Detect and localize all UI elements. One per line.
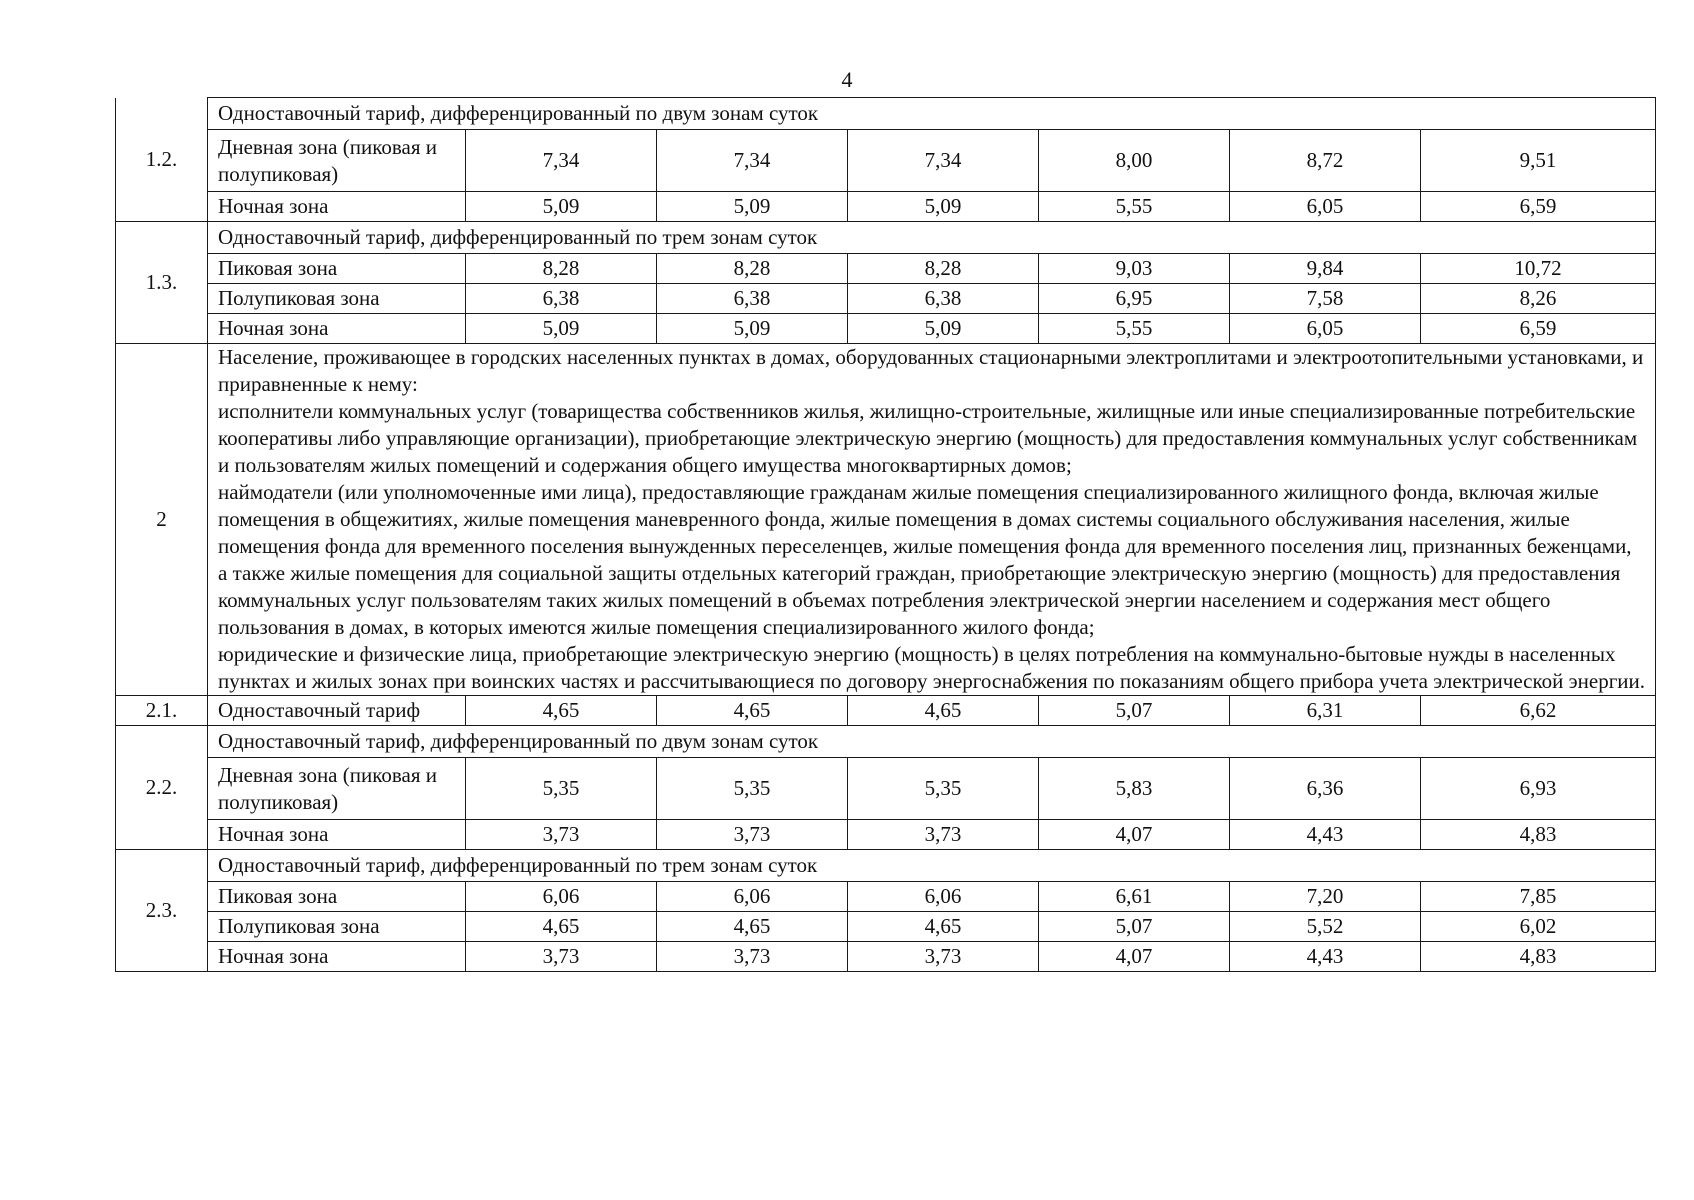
zone-label: Ночная зона [208,820,466,850]
table-row [116,726,1656,758]
tariff-value: 6,38 [657,284,848,314]
tariff-value: 7,20 [1230,882,1421,912]
zone-label: Пиковая зона [208,254,466,284]
tariff-value: 5,09 [848,314,1039,344]
table-row [116,130,1656,192]
tariff-value: 5,35 [657,758,848,820]
zone-label: Ночная зона [208,314,466,344]
row-number: 1.2. [116,98,208,222]
tariff-value: 6,38 [466,284,657,314]
tariff-value: 6,05 [1230,192,1421,222]
tariff-value: 3,73 [848,820,1039,850]
tariff-value: 5,52 [1230,912,1421,942]
page-number: 4 [841,67,853,92]
tariff-section-title: Одноставочный тариф, дифференцированный по трем зонам суток [208,222,1656,254]
tariff-value: 6,06 [848,882,1039,912]
zone-label: Одноставочный тариф [208,696,466,726]
tariff-value: 10,72 [1421,254,1656,284]
zone-label: Ночная зона [208,192,466,222]
tariff-value: 3,73 [657,942,848,972]
tariff-value: 7,34 [657,130,848,192]
tariff-value: 3,73 [848,942,1039,972]
tariff-value: 4,07 [1039,820,1230,850]
tariff-value: 5,35 [466,758,657,820]
table-row [116,192,1656,222]
tariff-section-title: Одноставочный тариф, дифференцированный по двум зонам суток [208,98,1656,130]
tariff-value: 6,62 [1421,696,1656,726]
tariff-value: 6,59 [1421,314,1656,344]
description-paragraph: Население, проживающее в городских населенных пунктах в домах, оборудованных стационарными электроплитами и электроотопительными установками, и приравненные к нему: [218,345,1644,396]
zone-label: Полупиковая зона [208,912,466,942]
tariff-value: 4,43 [1230,942,1421,972]
tariff-value: 9,84 [1230,254,1421,284]
zone-label: Полупиковая зона [208,284,466,314]
tariff-value: 6,02 [1421,912,1656,942]
tariff-value: 3,73 [466,942,657,972]
tariff-value: 7,85 [1421,882,1656,912]
row-number: 2 [116,344,208,696]
table-row [116,222,1656,254]
tariff-value: 6,38 [848,284,1039,314]
tariff-value: 4,65 [466,696,657,726]
tariff-value: 4,83 [1421,820,1656,850]
tariff-value: 8,26 [1421,284,1656,314]
table-row [116,758,1656,820]
tariff-value: 6,06 [657,882,848,912]
tariff-value: 3,73 [466,820,657,850]
tariff-value: 7,34 [848,130,1039,192]
tariff-value: 5,83 [1039,758,1230,820]
tariff-value: 8,28 [848,254,1039,284]
tariff-value: 4,65 [848,912,1039,942]
table-row [116,696,1656,726]
tariff-value: 4,07 [1039,942,1230,972]
tariff-value: 6,61 [1039,882,1230,912]
tariff-value: 6,93 [1421,758,1656,820]
tariff-table-body [116,98,1656,972]
tariff-value: 6,06 [466,882,657,912]
tariff-section-title: Одноставочный тариф, дифференцированный по трем зонам суток [208,850,1656,882]
tariff-value: 6,36 [1230,758,1421,820]
zone-label: Дневная зона (пиковая и полупиковая) [208,130,466,192]
zone-label: Пиковая зона [208,882,466,912]
row-number: 2.1. [116,696,208,726]
tariff-value: 9,03 [1039,254,1230,284]
table-row [116,284,1656,314]
row-number: 2.3. [116,850,208,972]
table-row [116,882,1656,912]
row-number: 1.3. [116,222,208,344]
tariff-value: 5,55 [1039,192,1230,222]
tariff-value: 6,59 [1421,192,1656,222]
tariff-value: 8,28 [657,254,848,284]
tariff-value: 5,09 [657,314,848,344]
tariff-value: 8,72 [1230,130,1421,192]
tariff-value: 4,65 [466,912,657,942]
table-row [116,850,1656,882]
tariff-value: 7,34 [466,130,657,192]
tariff-value: 8,28 [466,254,657,284]
description-paragraph: исполнители коммунальных услуг (товарищества собственников жилья, жилищно-строительные, жилищные или иные специализированные потребительские кооперативы либо управляющие организации), приобретающие электрическую энергию (мощность) для предоставления коммунальных услуг собственникам и пользователям жилых помещений и содержания общего имущества многоквартирных домов; [218,399,1638,477]
tariff-value: 4,83 [1421,942,1656,972]
tariff-value: 4,65 [848,696,1039,726]
zone-label: Дневная зона (пиковая и полупиковая) [208,758,466,820]
category-description [208,344,1656,696]
row-number: 2.2. [116,726,208,850]
tariff-value: 6,31 [1230,696,1421,726]
table-row [116,942,1656,972]
tariff-value: 6,95 [1039,284,1230,314]
table-row [116,254,1656,284]
description-paragraph: наймодатели (или уполномоченные ими лица), предоставляющие гражданам жилые помещения специализированного жилищного фонда, включая жилые помещения в общежитиях, жилые помещения маневренного фонда, жилые помещения в домах системы социального обслуживания населения, жилые помещения фонда для временного поселения вынужденных переселенцев, жилые помещения фонда для временного поселения лиц, признанных беженцами, а также жилые помещения для социальной защиты отдельных категорий граждан, приобретающие электрическую энергию (мощность) для предоставления коммунальных услуг пользователям таких жилых помещений в объемах потребления электрической энергии населением и содержания мест общего пользования в домах, в которых имеются жилые помещения специализированного жилого фонда; [218,480,1632,639]
table-row [116,912,1656,942]
tariff-value: 8,00 [1039,130,1230,192]
tariff-value: 5,07 [1039,912,1230,942]
tariff-value: 5,07 [1039,696,1230,726]
tariff-value: 5,09 [848,192,1039,222]
tariff-value: 6,05 [1230,314,1421,344]
tariff-value: 5,09 [466,192,657,222]
tariff-value: 5,35 [848,758,1039,820]
table-row [116,344,1656,696]
tariff-value: 5,09 [466,314,657,344]
tariff-value: 3,73 [657,820,848,850]
tariff-value: 4,65 [657,912,848,942]
tariff-value: 9,51 [1421,130,1656,192]
tariff-table [115,97,1656,972]
tariff-value: 5,55 [1039,314,1230,344]
tariff-value: 7,58 [1230,284,1421,314]
zone-label: Ночная зона [208,942,466,972]
tariff-value: 4,65 [657,696,848,726]
tariff-value: 5,09 [657,192,848,222]
description-paragraph: юридические и физические лица, приобретающие электрическую энергию (мощность) в целях потребления на коммунально-бытовые нужды в населенных пунктах и жилых зонах при воинских частях и рассчитывающиеся по договору энергоснабжения по показаниям общего прибора учета электрической энергии. [218,642,1646,693]
tariff-value: 4,43 [1230,820,1421,850]
table-row [116,314,1656,344]
table-row [116,98,1656,130]
table-row [116,820,1656,850]
tariff-section-title: Одноставочный тариф, дифференцированный по двум зонам суток [208,726,1656,758]
